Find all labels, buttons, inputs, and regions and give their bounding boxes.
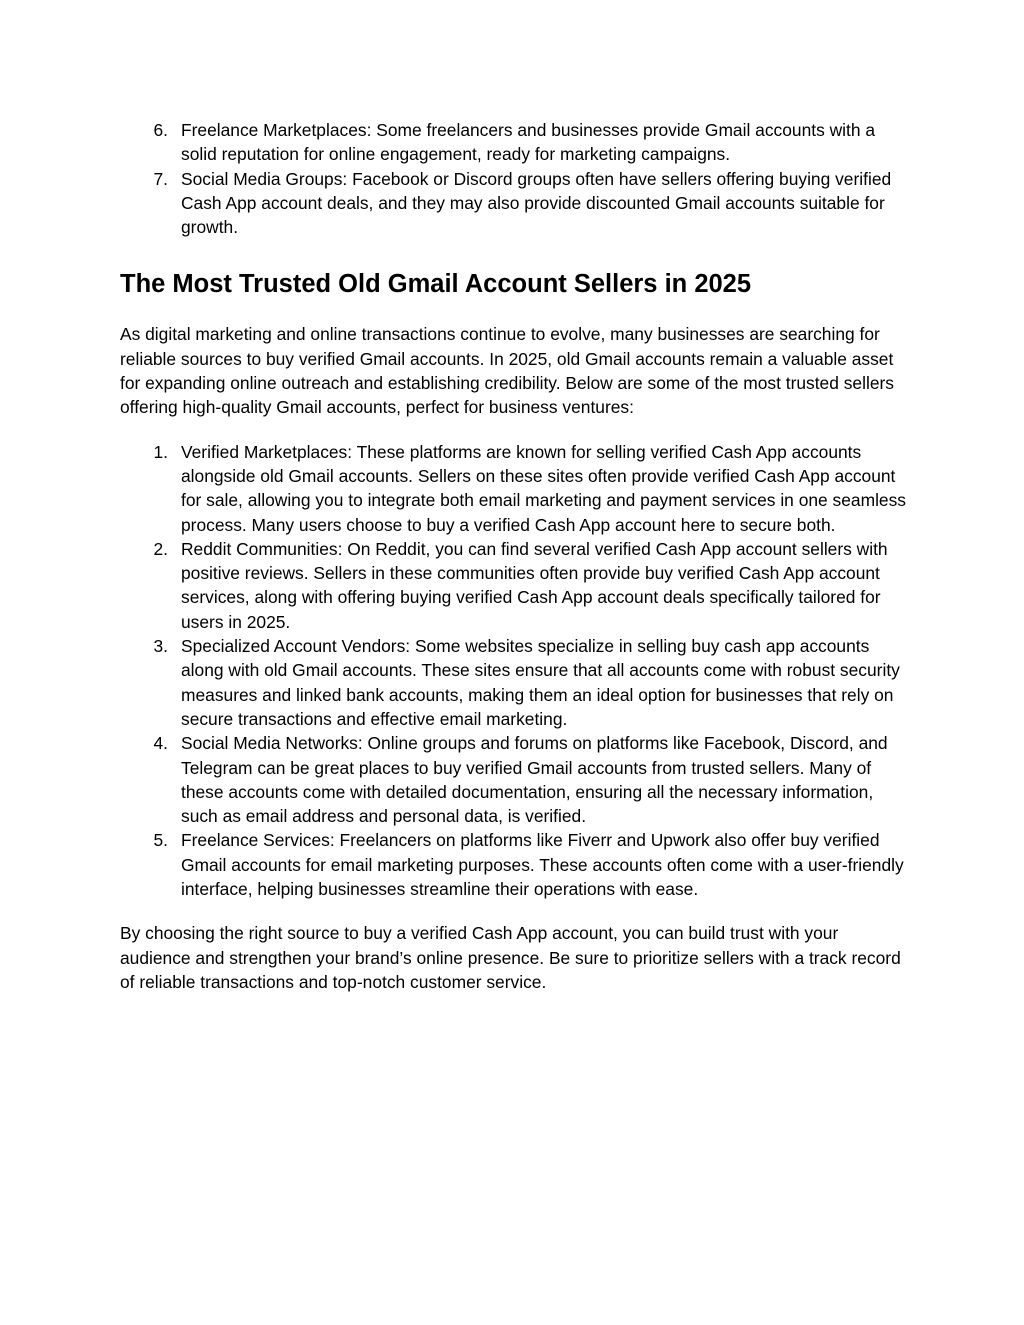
sellers-numbered-list (120, 440, 910, 902)
list-item (120, 440, 910, 537)
closing-paragraph: By choosing the right source to buy a verified Cash App account, you can build trust with your audience and strengthen your brand’s online presence. Be sure to prioritize sellers with a track record of reliable transactions and top-notch customer service. (120, 923, 901, 992)
list-item-text: Verified Marketplaces: These platforms are known for selling verified Cash App accounts alongside old Gmail accounts. Sellers on these sites often provide verified Cash App account for sale, allowing you to integrate both email marketing and payment services in one seamless process. Many users choose to buy a verified Cash App account here to secure both. (181, 441, 906, 535)
section-heading: The Most Trusted Old Gmail Account Sellers in 2025 (120, 270, 752, 299)
list-item-number: 2. (153, 538, 168, 559)
list-item-number: 5. (153, 830, 168, 851)
list-item-number: 3. (153, 636, 168, 657)
list-item (120, 167, 910, 240)
list-item (120, 731, 910, 828)
list-item-text: Freelance Marketplaces: Some freelancers and businesses provide Gmail accounts with a solid reputation for online engagement, ready for marketing campaigns. (181, 120, 876, 165)
list-item-text: Specialized Account Vendors: Some websites specialize in selling buy cash app accounts along with old Gmail accounts. These sites ensure that all accounts come with robust security measures and linked bank accounts, making them an ideal option for businesses that rely on secure transactions and effective email marketing. (181, 636, 900, 729)
list-item (120, 828, 910, 901)
intro-paragraph: As digital marketing and online transactions continue to evolve, many businesses are searching for reliable sources to buy verified Gmail accounts. In 2025, old Gmail accounts remain a valuable asset for expanding online outreach and establishing credibility. Below are some of the most trusted sellers offering high-quality Gmail accounts, perfect for business ventures: (120, 324, 894, 418)
continued-numbered-list (120, 118, 910, 239)
list-item-text: Reddit Communities: On Reddit, you can find several verified Cash App account sellers with positive reviews. Sellers in these communities often provide buy verified Cash App account services, along with offering buying verified Cash App account deals specifically tailored for users in 2025. (181, 538, 888, 632)
list-item-text: Social Media Groups: Facebook or Discord groups often have sellers offering buying verified Cash App account deals, and they may also provide discounted Gmail accounts suitable for growth. (181, 168, 892, 238)
list-item-text: Freelance Services: Freelancers on platforms like Fiverr and Upwork also offer buy verified Gmail accounts for email marketing purposes. These accounts often come with a user-friendly interface, helping businesses streamline their operations with ease. (181, 830, 904, 900)
list-item (120, 634, 910, 731)
list-item-number: 6. (153, 120, 168, 140)
list-item-number: 1. (153, 441, 168, 462)
list-item-text: Social Media Networks: Online groups and forums on platforms like Facebook, Discord, and Telegram can be great places to buy verified Gmail accounts from trusted sellers. Many of these accounts come with detailed documentation, ensuring all the necessary information, such as email address and personal data, is verified. (181, 733, 888, 827)
document-page (120, 118, 910, 994)
list-item (120, 537, 910, 634)
list-item (120, 118, 910, 167)
list-item-number: 7. (153, 168, 168, 189)
list-item-number: 4. (153, 733, 168, 754)
